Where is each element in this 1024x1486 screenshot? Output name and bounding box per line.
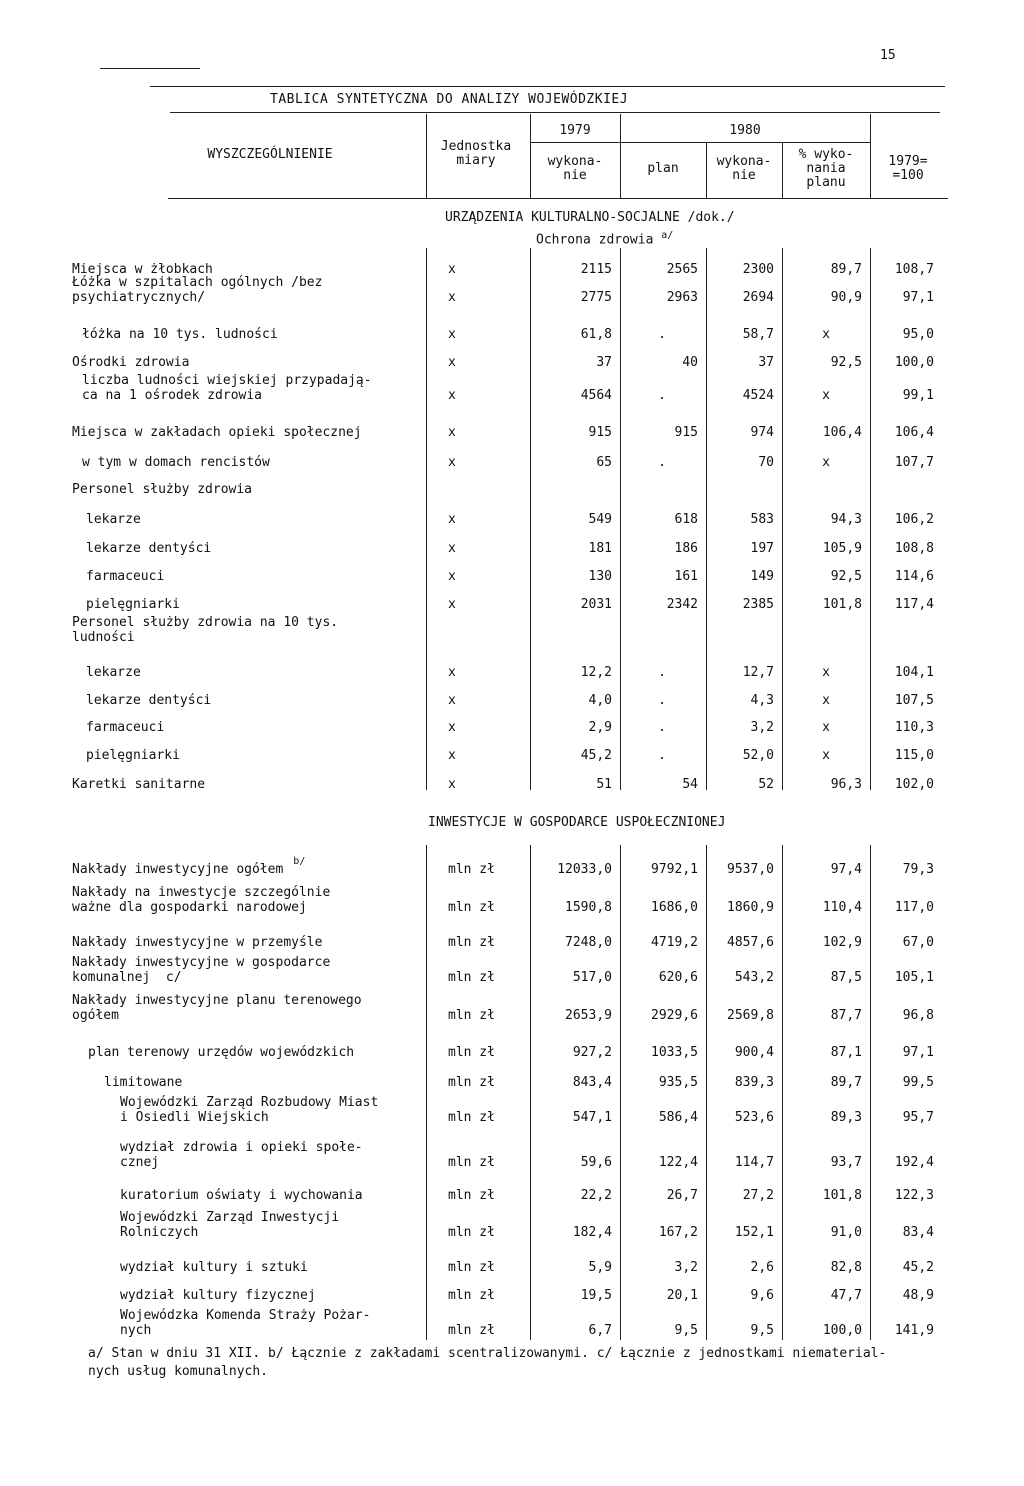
row-unit: mln zł	[448, 862, 495, 877]
row-value: 12,7	[742, 665, 774, 680]
row-value: 100,0	[822, 1323, 862, 1338]
row-unit: x	[448, 720, 456, 735]
row-value: .	[658, 388, 666, 403]
row-value: 87,1	[830, 1045, 862, 1060]
row-label: kuratorium oświaty i wychowania	[120, 1188, 363, 1203]
row-value: 1033,5	[651, 1045, 698, 1060]
row-value: 48,9	[902, 1288, 934, 1303]
row-value: 89,7	[830, 1075, 862, 1090]
row-value: 4857,6	[727, 935, 774, 950]
row-value: 105,1	[894, 970, 934, 985]
row-label: wydział kultury fizycznej	[120, 1288, 316, 1303]
row-value: 22,2	[580, 1188, 612, 1203]
row-value: 122,3	[894, 1188, 934, 1203]
row-value: 915	[674, 425, 698, 440]
row-value: 182,4	[572, 1225, 612, 1240]
row-value: x	[822, 455, 830, 470]
row-value: 1686,0	[651, 900, 698, 915]
row-unit: x	[448, 290, 456, 305]
row-unit: mln zł	[448, 1225, 495, 1240]
row-label: lekarze	[86, 512, 141, 527]
row-unit: x	[448, 597, 456, 612]
row-value: 583	[750, 512, 774, 527]
row-value: 197	[750, 541, 774, 556]
row-value: 107,7	[894, 455, 934, 470]
row-value: 20,1	[666, 1288, 698, 1303]
row-value: 5,9	[588, 1260, 612, 1275]
row-unit: x	[448, 541, 456, 556]
row-value: 79,3	[902, 862, 934, 877]
header-year-1980: 1980	[729, 123, 761, 138]
row-unit: x	[448, 693, 456, 708]
row-value: 3,2	[750, 720, 774, 735]
row-value: 52	[758, 777, 774, 792]
row-value: 97,4	[830, 862, 862, 877]
row-value: 2929,6	[651, 1008, 698, 1023]
row-value: 181	[588, 541, 612, 556]
row-value: 99,5	[902, 1075, 934, 1090]
row-value: 620,6	[658, 970, 698, 985]
row-value: 87,7	[830, 1008, 862, 1023]
row-label: liczba ludności wiejskiej przypadają- ca na 1 ośrodek zdrowia	[82, 373, 372, 403]
table-title: TABLICA SYNTETYCZNA DO ANALIZY WOJEWÓDZKIEJ	[270, 92, 629, 107]
row-unit: mln zł	[448, 1008, 495, 1023]
row-value: 27,2	[742, 1188, 774, 1203]
row-unit: x	[448, 512, 456, 527]
row-value: 2031	[580, 597, 612, 612]
row-value: 2694	[742, 290, 774, 305]
row-value: 122,4	[658, 1155, 698, 1170]
section-subtitle-health: Ochrona zdrowia $^{a/}$	[536, 230, 674, 248]
row-label: wydział kultury i sztuki	[120, 1260, 308, 1275]
row-value: 586,4	[658, 1110, 698, 1125]
column-separator	[530, 845, 531, 1340]
row-value: 547,1	[572, 1110, 612, 1125]
row-value: 61,8	[580, 327, 612, 342]
row-value: 96,8	[902, 1008, 934, 1023]
column-separator	[706, 248, 707, 790]
row-label-footnote-mark: b/	[293, 856, 306, 867]
row-label: Nakłady inwestycyjne planu terenowego ogółem	[72, 993, 362, 1023]
row-value: 549	[588, 512, 612, 527]
row-value: 70	[758, 455, 774, 470]
column-separator	[426, 845, 427, 1340]
row-value: 523,6	[734, 1110, 774, 1125]
row-unit: x	[448, 425, 456, 440]
row-value: 100,0	[894, 355, 934, 370]
row-value: 102,0	[894, 777, 934, 792]
row-value: .	[658, 665, 666, 680]
row-value: x	[822, 388, 830, 403]
section-title-investments: INWESTYCJE W GOSPODARCE USPOŁECZNIONEJ	[428, 815, 726, 830]
row-value: 99,1	[902, 388, 934, 403]
row-unit: x	[448, 569, 456, 584]
row-value: 7248,0	[565, 935, 612, 950]
row-value: 105,9	[822, 541, 862, 556]
row-value: 96,3	[830, 777, 862, 792]
column-separator	[620, 845, 621, 1340]
row-value: .	[658, 327, 666, 342]
row-value: 95,0	[902, 327, 934, 342]
row-value: 915	[588, 425, 612, 440]
header-unit: Jednostka miary	[440, 139, 512, 168]
row-value: 115,0	[894, 748, 934, 763]
row-label: w tym w domach rencistów	[82, 455, 270, 470]
row-value: 4719,2	[651, 935, 698, 950]
row-value: .	[658, 455, 666, 470]
row-value: 52,0	[742, 748, 774, 763]
row-value: 59,6	[580, 1155, 612, 1170]
row-label: Ośrodki zdrowia	[72, 355, 190, 370]
row-label: Wojewódzka Komenda Straży Pożar- nych	[120, 1308, 371, 1338]
row-label: farmaceuci	[86, 720, 165, 735]
row-value: 82,8	[830, 1260, 862, 1275]
row-value: 92,5	[830, 569, 862, 584]
header-plan: plan	[647, 161, 679, 176]
row-label: Nakłady inwestycyjne w przemyśle	[72, 935, 323, 950]
row-value: 1590,8	[565, 900, 612, 915]
row-value: 110,3	[894, 720, 934, 735]
row-value: 974	[750, 425, 774, 440]
row-value: 2775	[580, 290, 612, 305]
row-label: Miejsca w żłobkach	[72, 262, 213, 277]
row-value: 107,5	[894, 693, 934, 708]
row-value: 2963	[666, 290, 698, 305]
header-index: 1979= =100	[888, 154, 928, 183]
row-value: 1860,9	[727, 900, 774, 915]
column-separator	[620, 248, 621, 790]
row-label: farmaceuci	[86, 569, 165, 584]
row-value: 58,7	[742, 327, 774, 342]
row-label: łóżka na 10 tys. ludności	[82, 327, 278, 342]
row-unit: mln zł	[448, 1323, 495, 1338]
row-value: .	[658, 720, 666, 735]
row-value: 37	[596, 355, 612, 370]
row-value: 94,3	[830, 512, 862, 527]
row-value: 114,7	[734, 1155, 774, 1170]
row-label: wydział zdrowia i opieki społe- cznej	[120, 1140, 363, 1170]
row-value: 97,1	[902, 290, 934, 305]
row-value: 114,6	[894, 569, 934, 584]
row-value: 9,5	[750, 1323, 774, 1338]
row-label: Łóżka w szpitalach ogólnych /bez psychiatrycznych/	[72, 275, 323, 305]
row-value: 9,6	[750, 1288, 774, 1303]
header-exec-1979: wykona- nie	[547, 154, 603, 183]
row-value: x	[822, 327, 830, 342]
row-value: 92,5	[830, 355, 862, 370]
row-value: 51	[596, 777, 612, 792]
row-unit: x	[448, 262, 456, 277]
row-label: Personel służby zdrowia na 10 tys. ludności	[72, 615, 339, 645]
row-value: 106,4	[822, 425, 862, 440]
row-value: 12033,0	[557, 862, 612, 877]
row-unit: mln zł	[448, 970, 495, 985]
row-value: 117,0	[894, 900, 934, 915]
row-value: 900,4	[734, 1045, 774, 1060]
row-value: 2,6	[750, 1260, 774, 1275]
row-value: 9,5	[674, 1323, 698, 1338]
row-value: 9537,0	[727, 862, 774, 877]
row-value: 517,0	[572, 970, 612, 985]
row-value: 106,4	[894, 425, 934, 440]
row-value: 67,0	[902, 935, 934, 950]
row-unit: mln zł	[448, 1045, 495, 1060]
row-value: 89,3	[830, 1110, 862, 1125]
row-unit: mln zł	[448, 1155, 495, 1170]
row-label: plan terenowy urzędów wojewódzkich	[88, 1045, 355, 1060]
row-value: 97,1	[902, 1045, 934, 1060]
row-value: 2569,8	[727, 1008, 774, 1023]
row-value: 927,2	[572, 1045, 612, 1060]
header-pct-plan: % wyko- nania planu	[798, 147, 854, 190]
row-value: 87,5	[830, 970, 862, 985]
row-value: 2653,9	[565, 1008, 612, 1023]
row-value: 3,2	[674, 1260, 698, 1275]
row-label: Miejsca w zakładach opieki społecznej	[72, 425, 362, 440]
row-unit: x	[448, 327, 456, 342]
row-label: pielęgniarki	[86, 597, 180, 612]
row-label: Personel służby zdrowia	[72, 482, 253, 497]
row-value: 186	[674, 541, 698, 556]
row-value: 130	[588, 569, 612, 584]
row-value: x	[822, 748, 830, 763]
row-unit: mln zł	[448, 1288, 495, 1303]
row-unit: mln zł	[448, 900, 495, 915]
row-value: x	[822, 665, 830, 680]
row-label: lekarze dentyści	[86, 541, 212, 556]
row-value: 102,9	[822, 935, 862, 950]
row-value: 95,7	[902, 1110, 934, 1125]
row-value: 117,4	[894, 597, 934, 612]
row-label: Nakłady inwestycyjne w gospodarce komunalnej c/	[72, 955, 331, 985]
top-rule-long	[150, 86, 945, 87]
row-unit: x	[448, 455, 456, 470]
row-value: 19,5	[580, 1288, 612, 1303]
row-value: 149	[750, 569, 774, 584]
row-value: 45,2	[902, 1260, 934, 1275]
row-value: 839,3	[734, 1075, 774, 1090]
row-unit: mln zł	[448, 1260, 495, 1275]
row-value: 9792,1	[651, 862, 698, 877]
row-value: 104,1	[894, 665, 934, 680]
row-value: 935,5	[658, 1075, 698, 1090]
row-value: 106,2	[894, 512, 934, 527]
column-separator	[782, 845, 783, 1340]
row-value: 2115	[580, 262, 612, 277]
row-label: lekarze dentyści	[86, 693, 212, 708]
row-value: 2300	[742, 262, 774, 277]
row-value: x	[822, 720, 830, 735]
row-value: 618	[674, 512, 698, 527]
row-value: 26,7	[666, 1188, 698, 1203]
row-value: 2565	[666, 262, 698, 277]
row-value: 40	[682, 355, 698, 370]
row-value: 108,8	[894, 541, 934, 556]
row-label: lekarze	[86, 665, 141, 680]
row-value: 192,4	[894, 1155, 934, 1170]
row-unit: mln zł	[448, 1188, 495, 1203]
row-value: 90,9	[830, 290, 862, 305]
row-unit: mln zł	[448, 1075, 495, 1090]
row-unit: mln zł	[448, 935, 495, 950]
row-label: Wojewódzki Zarząd Rozbudowy Miast i Osiedli Wiejskich	[120, 1095, 379, 1125]
row-label: pielęgniarki	[86, 748, 180, 763]
header-bottom-rule	[168, 198, 948, 199]
row-value: 108,7	[894, 262, 934, 277]
row-unit: x	[448, 748, 456, 763]
row-value: 2385	[742, 597, 774, 612]
row-value: 37	[758, 355, 774, 370]
row-value: .	[658, 693, 666, 708]
top-rule	[100, 68, 200, 69]
row-label: Nakłady inwestycyjne ogółem	[72, 862, 284, 877]
row-value: 54	[682, 777, 698, 792]
row-value: 110,4	[822, 900, 862, 915]
column-separator	[706, 845, 707, 1340]
row-value: 843,4	[572, 1075, 612, 1090]
row-value: 543,2	[734, 970, 774, 985]
row-value: 4564	[580, 388, 612, 403]
row-unit: x	[448, 777, 456, 792]
row-value: 2,9	[588, 720, 612, 735]
row-value: 152,1	[734, 1225, 774, 1240]
row-value: 12,2	[580, 665, 612, 680]
row-unit: x	[448, 388, 456, 403]
column-separator	[870, 845, 871, 1340]
row-value: .	[658, 748, 666, 763]
row-value: 167,2	[658, 1225, 698, 1240]
row-value: x	[822, 693, 830, 708]
row-value: 4524	[742, 388, 774, 403]
section-title-cultural-social: URZĄDZENIA KULTURALNO-SOCJALNE /dok./	[445, 210, 735, 225]
page-number: 15	[880, 48, 896, 63]
row-value: 93,7	[830, 1155, 862, 1170]
header-year-1979: 1979	[559, 123, 591, 138]
row-value: 6,7	[588, 1323, 612, 1338]
row-value: 47,7	[830, 1288, 862, 1303]
row-value: 4,0	[588, 693, 612, 708]
row-value: 101,8	[822, 597, 862, 612]
row-value: 91,0	[830, 1225, 862, 1240]
header-description: WYSZCZEGÓLNIENIE	[207, 147, 333, 162]
row-value: 4,3	[750, 693, 774, 708]
footnote: a/ Stan w dniu 31 XII. b/ Łącznie z zakładami scentralizowanymi. c/ Łącznie z jednostkami niematerial- nych usług komunalnych.	[88, 1346, 887, 1379]
column-separator	[870, 248, 871, 790]
row-value: 45,2	[580, 748, 612, 763]
title-rule	[170, 112, 940, 113]
column-separator	[426, 248, 427, 790]
column-separator	[782, 248, 783, 790]
row-label: Karetki sanitarne	[72, 777, 206, 792]
header-exec-1980: wykona- nie	[716, 154, 772, 183]
row-label: Nakłady na inwestycje szczególnie ważne dla gospodarki narodowej	[72, 885, 331, 915]
row-label: Wojewódzki Zarząd Inwestycji Rolniczych	[120, 1210, 340, 1240]
row-value: 2342	[666, 597, 698, 612]
row-value: 141,9	[894, 1323, 934, 1338]
row-unit: mln zł	[448, 1110, 495, 1125]
row-value: 89,7	[830, 262, 862, 277]
row-unit: x	[448, 665, 456, 680]
row-unit: x	[448, 355, 456, 370]
row-value: 83,4	[902, 1225, 934, 1240]
row-value: 65	[596, 455, 612, 470]
row-value: 161	[674, 569, 698, 584]
row-label: limitowane	[104, 1075, 183, 1090]
row-value: 101,8	[822, 1188, 862, 1203]
column-separator	[530, 248, 531, 790]
